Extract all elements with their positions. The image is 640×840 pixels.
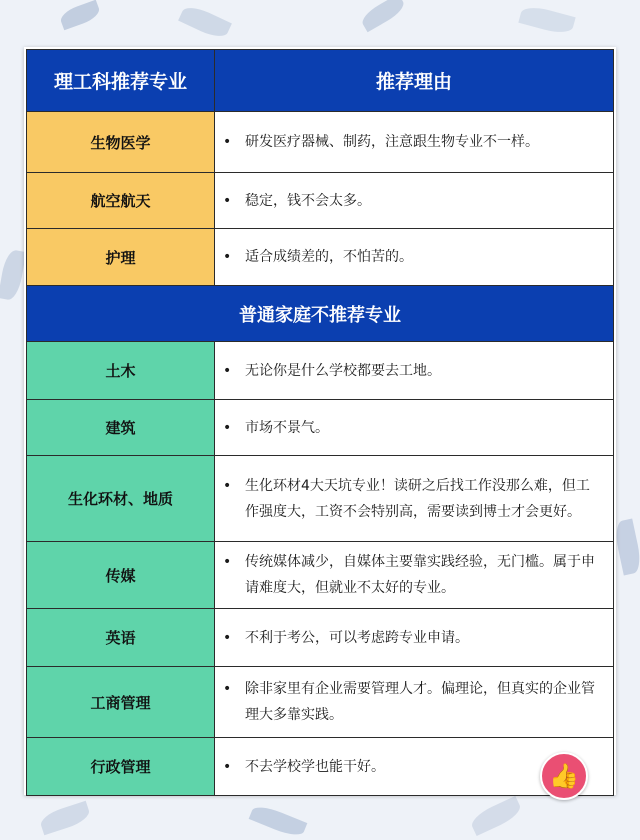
background-leaf-decoration [178,2,232,41]
table-row [27,609,614,667]
reason-text: 无论你是什么学校都要去工地。 [245,362,441,379]
major-name: 英语 [27,609,215,667]
reason-text: 传统媒体减少，自媒体主要靠实践经验，无门槛。属于申请难度大，但就业不太好的专业。 [245,554,595,596]
reason-text: 市场不景气。 [245,419,329,436]
table-row [27,112,614,173]
background-leaf-decoration [38,801,92,835]
reason-text: 不去学校学也能干好。 [245,758,385,775]
major-name: 行政管理 [27,738,215,796]
bullet-icon: • [223,134,232,150]
bullet-icon: • [223,362,232,379]
table-row [27,542,614,609]
major-name: 生化环材、地质 [27,456,215,542]
bullet-icon: • [223,249,232,265]
reason-cell [215,667,614,738]
reason-cell [215,342,614,400]
bullet-icon: • [223,554,232,570]
major-name: 传媒 [27,542,215,609]
reason-cell [215,400,614,456]
background-leaf-decoration [359,0,408,32]
major-name: 护理 [27,229,215,286]
reason-text: 适合成绩差的，不怕苦的。 [245,249,413,265]
reason-cell [215,229,614,286]
table-row [27,738,614,796]
table-row [27,456,614,542]
major-name: 航空航天 [27,173,215,229]
table-row [27,400,614,456]
thumbs-up-glyph: 👍 [549,762,579,790]
background-leaf-decoration [58,0,102,30]
background-leaf-decoration [0,249,26,302]
bullet-icon: • [223,681,232,697]
thumbs-up-icon[interactable] [540,752,588,800]
major-name: 土木 [27,342,215,400]
table-row [27,173,614,229]
header-reason-label: 推荐理由 [215,50,614,112]
reason-text: 生化环材4大天坑专业！读研之后找工作没那么难，但工作强度大，工资不会特别高，需要读到博士才会更好。 [245,477,590,520]
reason-cell [215,609,614,667]
major-recommendation-card [24,47,616,795]
reason-cell [215,456,614,542]
table-header-row [27,50,614,112]
table-row [27,342,614,400]
reason-text: 稳定，钱不会太多。 [245,192,371,209]
bullet-icon: • [223,477,232,494]
section-title: 普通家庭不推荐专业 [27,286,614,342]
reason-text: 研发医疗器械、制药，注意跟生物专业不一样。 [245,134,539,150]
reason-cell [215,112,614,173]
reason-cell [215,173,614,229]
table-row [27,229,614,286]
section-header-row [27,286,614,342]
background-leaf-decoration [518,3,575,36]
background-leaf-decoration [249,802,308,840]
header-major-label: 理工科推荐专业 [27,50,215,112]
major-table [26,49,614,796]
reason-cell [215,542,614,609]
background-leaf-decoration [613,519,640,576]
major-name: 生物医学 [27,112,215,173]
major-name: 建筑 [27,400,215,456]
reason-text: 不利于考公，可以考虑跨专业申请。 [245,629,469,646]
bullet-icon: • [223,192,232,209]
bullet-icon: • [223,419,232,436]
major-name: 工商管理 [27,667,215,738]
table-row [27,667,614,738]
bullet-icon: • [223,758,232,775]
reason-text: 除非家里有企业需要管理人才。偏理论，但真实的企业管理大多靠实践。 [245,681,595,723]
bullet-icon: • [223,629,232,646]
background-leaf-decoration [468,796,524,836]
